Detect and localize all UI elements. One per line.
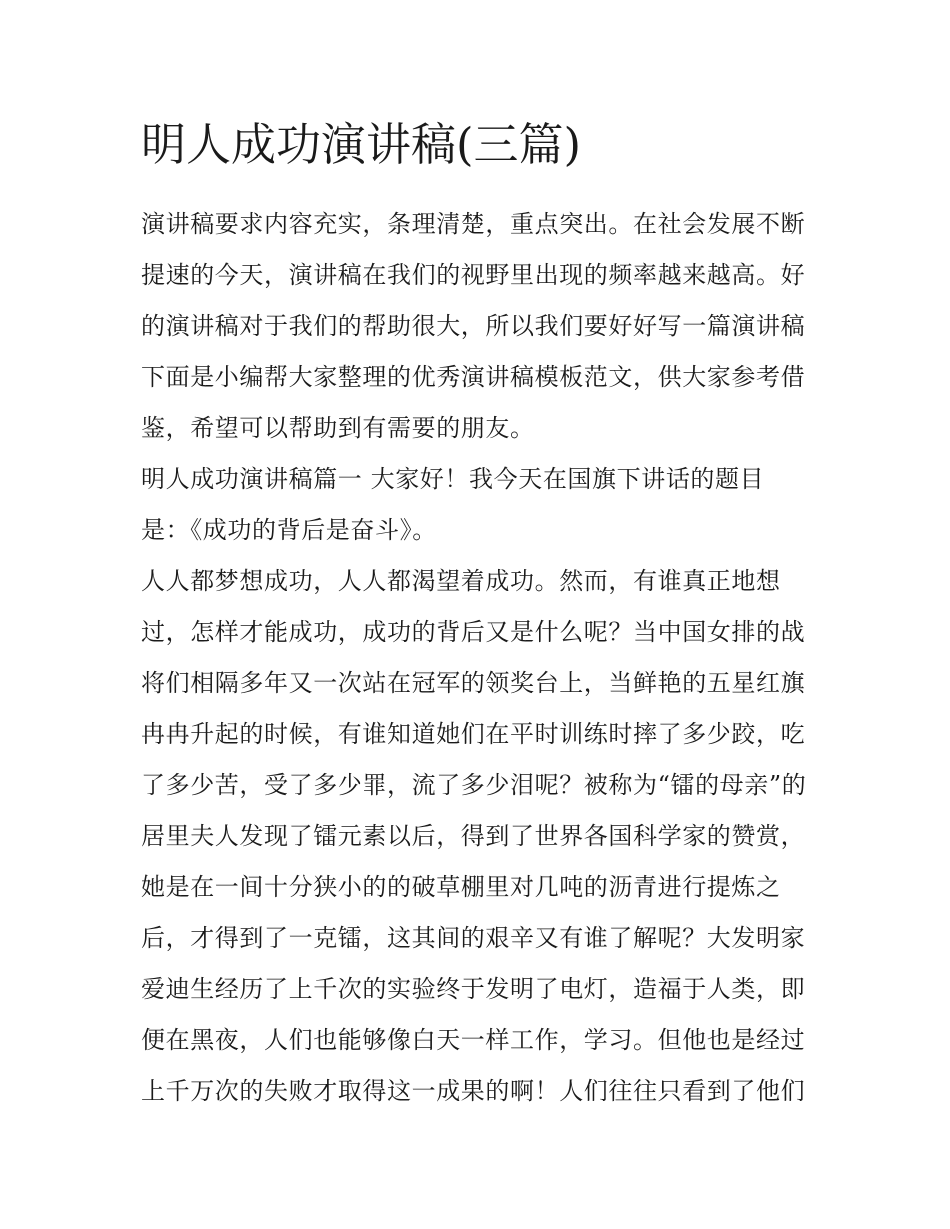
document-title: 明人成功演讲稿(三篇) — [141, 118, 582, 171]
text-line: 明人成功演讲稿篇一 大家好！我今天在国旗下讲话的题目 — [141, 465, 765, 493]
text-line: 鉴，希望可以帮助到有需要的朋友。 — [141, 414, 535, 442]
text-line: 了多少苦，受了多少罪，流了多少泪呢？被称为“镭的母亲”的 — [141, 771, 807, 799]
text-line: 演讲稿要求内容充实，条理清楚，重点突出。在社会发展不断 — [141, 210, 806, 238]
text-line: 下面是小编帮大家整理的优秀演讲稿模板范文，供大家参考借 — [141, 363, 806, 391]
text-line: 居里夫人发现了镭元素以后，得到了世界各国科学家的赞赏， — [141, 822, 806, 850]
text-line: 是：《成功的背后是奋斗》。 — [141, 516, 437, 544]
text-line: 提速的今天，演讲稿在我们的视野里出现的频率越来越高。好 — [141, 261, 806, 289]
text-line: 冉冉升起的时候，有谁知道她们在平时训练时摔了多少跤，吃 — [141, 720, 806, 748]
text-line: 便在黑夜，人们也能够像白天一样工作，学习。但他也是经过 — [141, 1026, 806, 1054]
text-line: 后，才得到了一克镭，这其间的艰辛又有谁了解呢？大发明家 — [141, 924, 806, 952]
text-line: 爱迪生经历了上千次的实验终于发明了电灯，造福于人类，即 — [141, 975, 806, 1003]
text-line: 过，怎样才能成功，成功的背后又是什么呢？当中国女排的战 — [141, 618, 806, 646]
text-line: 她是在一间十分狭小的的破草棚里对几吨的沥青进行提炼之 — [141, 873, 781, 901]
text-line: 上千万次的失败才取得这一成果的啊！人们往往只看到了他们 — [141, 1077, 806, 1105]
document-body — [141, 199, 813, 1117]
text-line: 人人都梦想成功，人人都渴望着成功。然而，有谁真正地想 — [141, 567, 781, 595]
text-line: 的演讲稿对于我们的帮助很大，所以我们要好好写一篇演讲稿 — [141, 312, 806, 340]
text-line: 将们相隔多年又一次站在冠军的领奖台上，当鲜艳的五星红旗 — [141, 669, 806, 697]
